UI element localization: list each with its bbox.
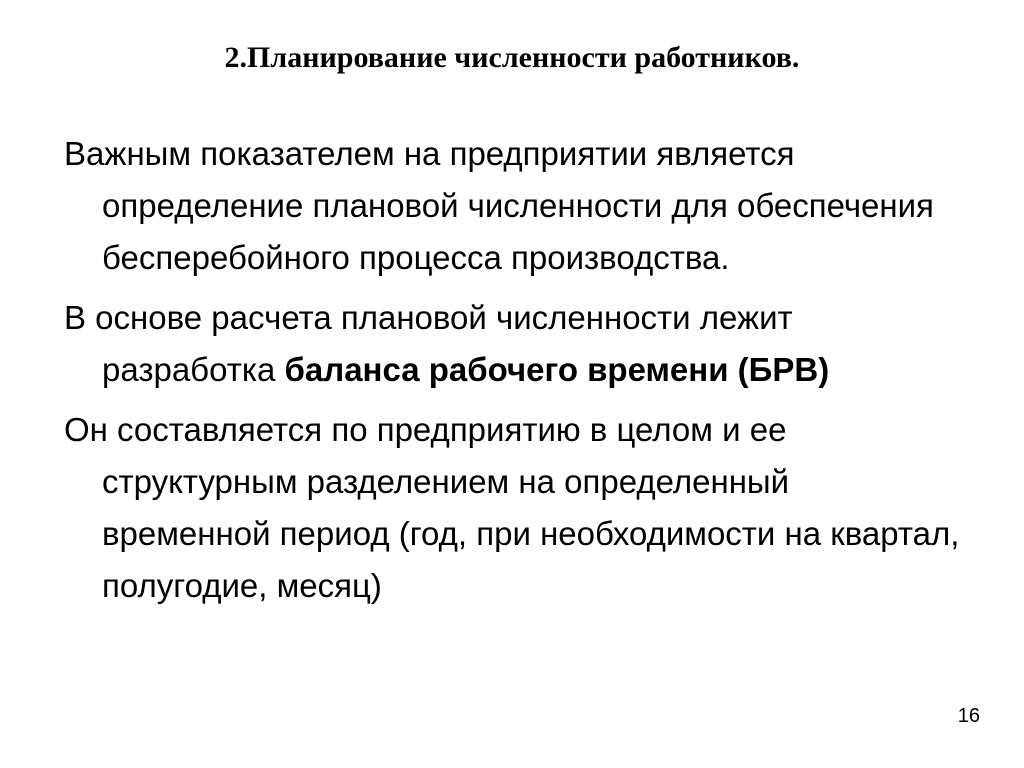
paragraph-planned-headcount: Важным показателем на предприятии является определение плановой численности для обеспечения бесперебойного процесса производства. [64,135,934,276]
paragraph-work-time-balance-text: В основе расчета плановой численности лежит разработка [64,299,793,388]
work-time-balance-term: баланса рабочего времени (БРВ) [284,351,830,388]
slide-body [64,128,964,620]
slide-title: 2.Планирование численности работников. [224,41,800,74]
page-number: 16 [957,705,980,727]
paragraph-compilation-period: Он составляется по предприятию в целом и ее структурным разделением на определенный временной период (год, при необходимости на квартал, полугодие, месяц) [64,411,960,604]
paragraph-work-time-balance [64,292,964,396]
